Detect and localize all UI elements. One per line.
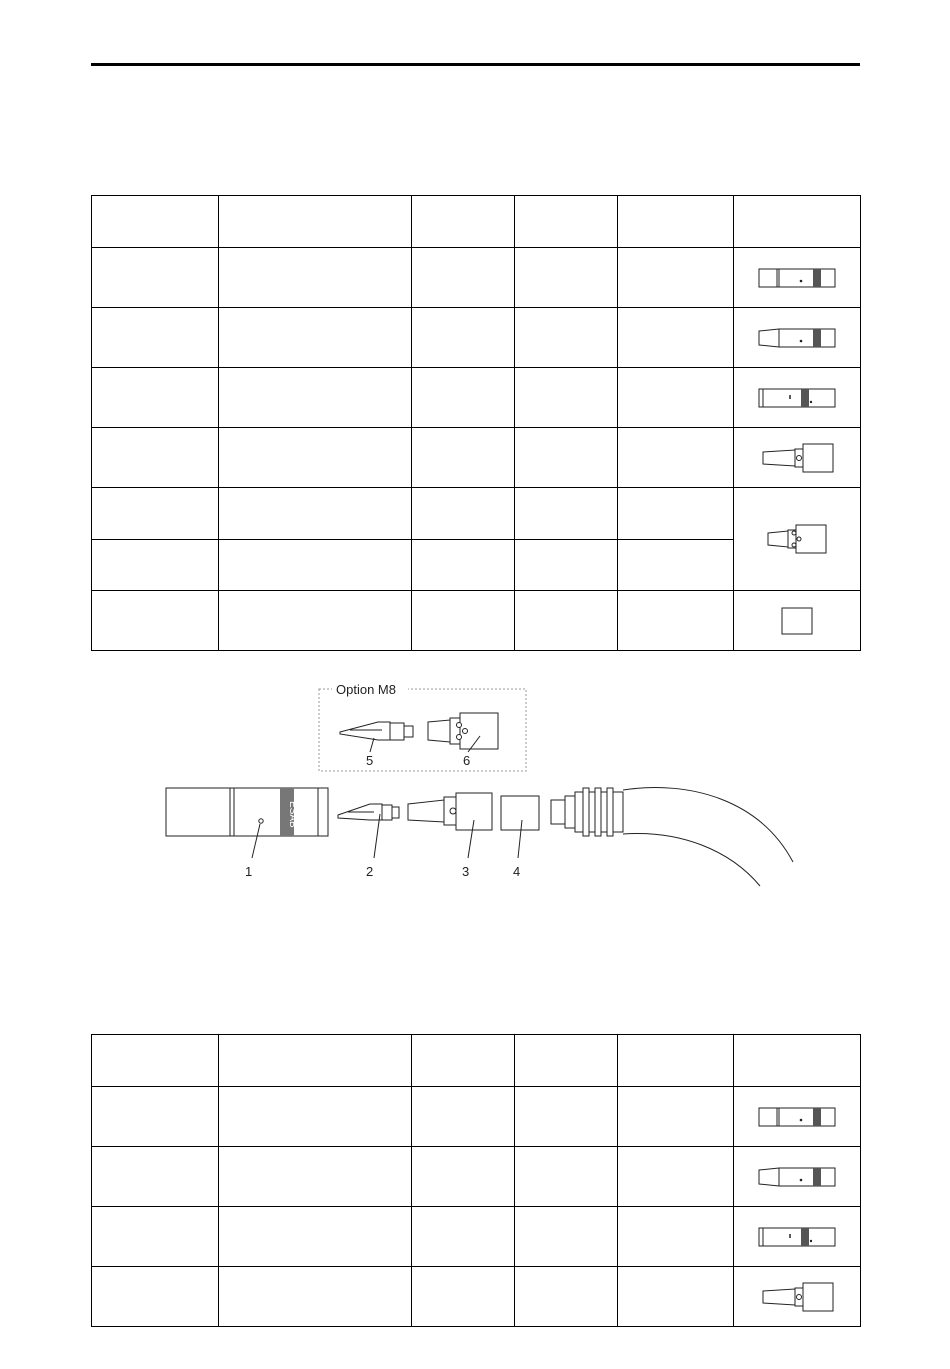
part-number-4: 4 — [513, 864, 521, 879]
table-row — [92, 248, 861, 308]
table-header-row — [92, 1035, 861, 1087]
tip-holder-icon — [757, 441, 837, 475]
spatter-guard-drawing — [501, 796, 539, 830]
table-row — [92, 308, 861, 368]
table-row — [92, 488, 861, 540]
tip-holder-m8-icon — [764, 522, 830, 556]
tip-holder-icon — [757, 1280, 837, 1314]
table-row — [92, 1087, 861, 1147]
parts-table-bottom — [91, 1034, 861, 1327]
brand-marking: ESAB — [287, 801, 298, 828]
gas-nozzle-drawing — [166, 788, 328, 836]
torch-neck-drawing — [551, 788, 793, 886]
table-row — [92, 368, 861, 428]
header-rule — [91, 63, 860, 66]
nozzle-conical-icon — [757, 1164, 837, 1190]
part-number-2: 2 — [366, 864, 374, 879]
spatter-guard-icon — [780, 606, 814, 636]
part-number-1: 1 — [245, 864, 253, 879]
table-row — [92, 1147, 861, 1207]
table-row — [92, 1267, 861, 1327]
nozzle-conical-icon — [757, 325, 837, 351]
option-m8-label: Option M8 — [336, 682, 396, 697]
part-number-5: 5 — [366, 753, 374, 768]
nozzle-short-icon — [757, 1224, 837, 1250]
part-number-3: 3 — [462, 864, 470, 879]
nozzle-cylindrical-icon — [757, 265, 837, 291]
table-header-row — [92, 196, 861, 248]
table-row — [92, 591, 861, 651]
contact-tip-drawing — [338, 804, 399, 820]
parts-table-top — [91, 195, 861, 651]
contact-tip-m8-drawing — [340, 722, 413, 740]
tip-holder-m8-drawing — [428, 713, 498, 749]
table-row — [92, 1207, 861, 1267]
nozzle-short-icon — [757, 385, 837, 411]
table-row — [92, 428, 861, 488]
part-number-6: 6 — [463, 753, 471, 768]
contact-tip-holder-drawing — [408, 793, 492, 830]
nozzle-cylindrical-icon — [757, 1104, 837, 1130]
exploded-view-figure — [150, 680, 810, 900]
